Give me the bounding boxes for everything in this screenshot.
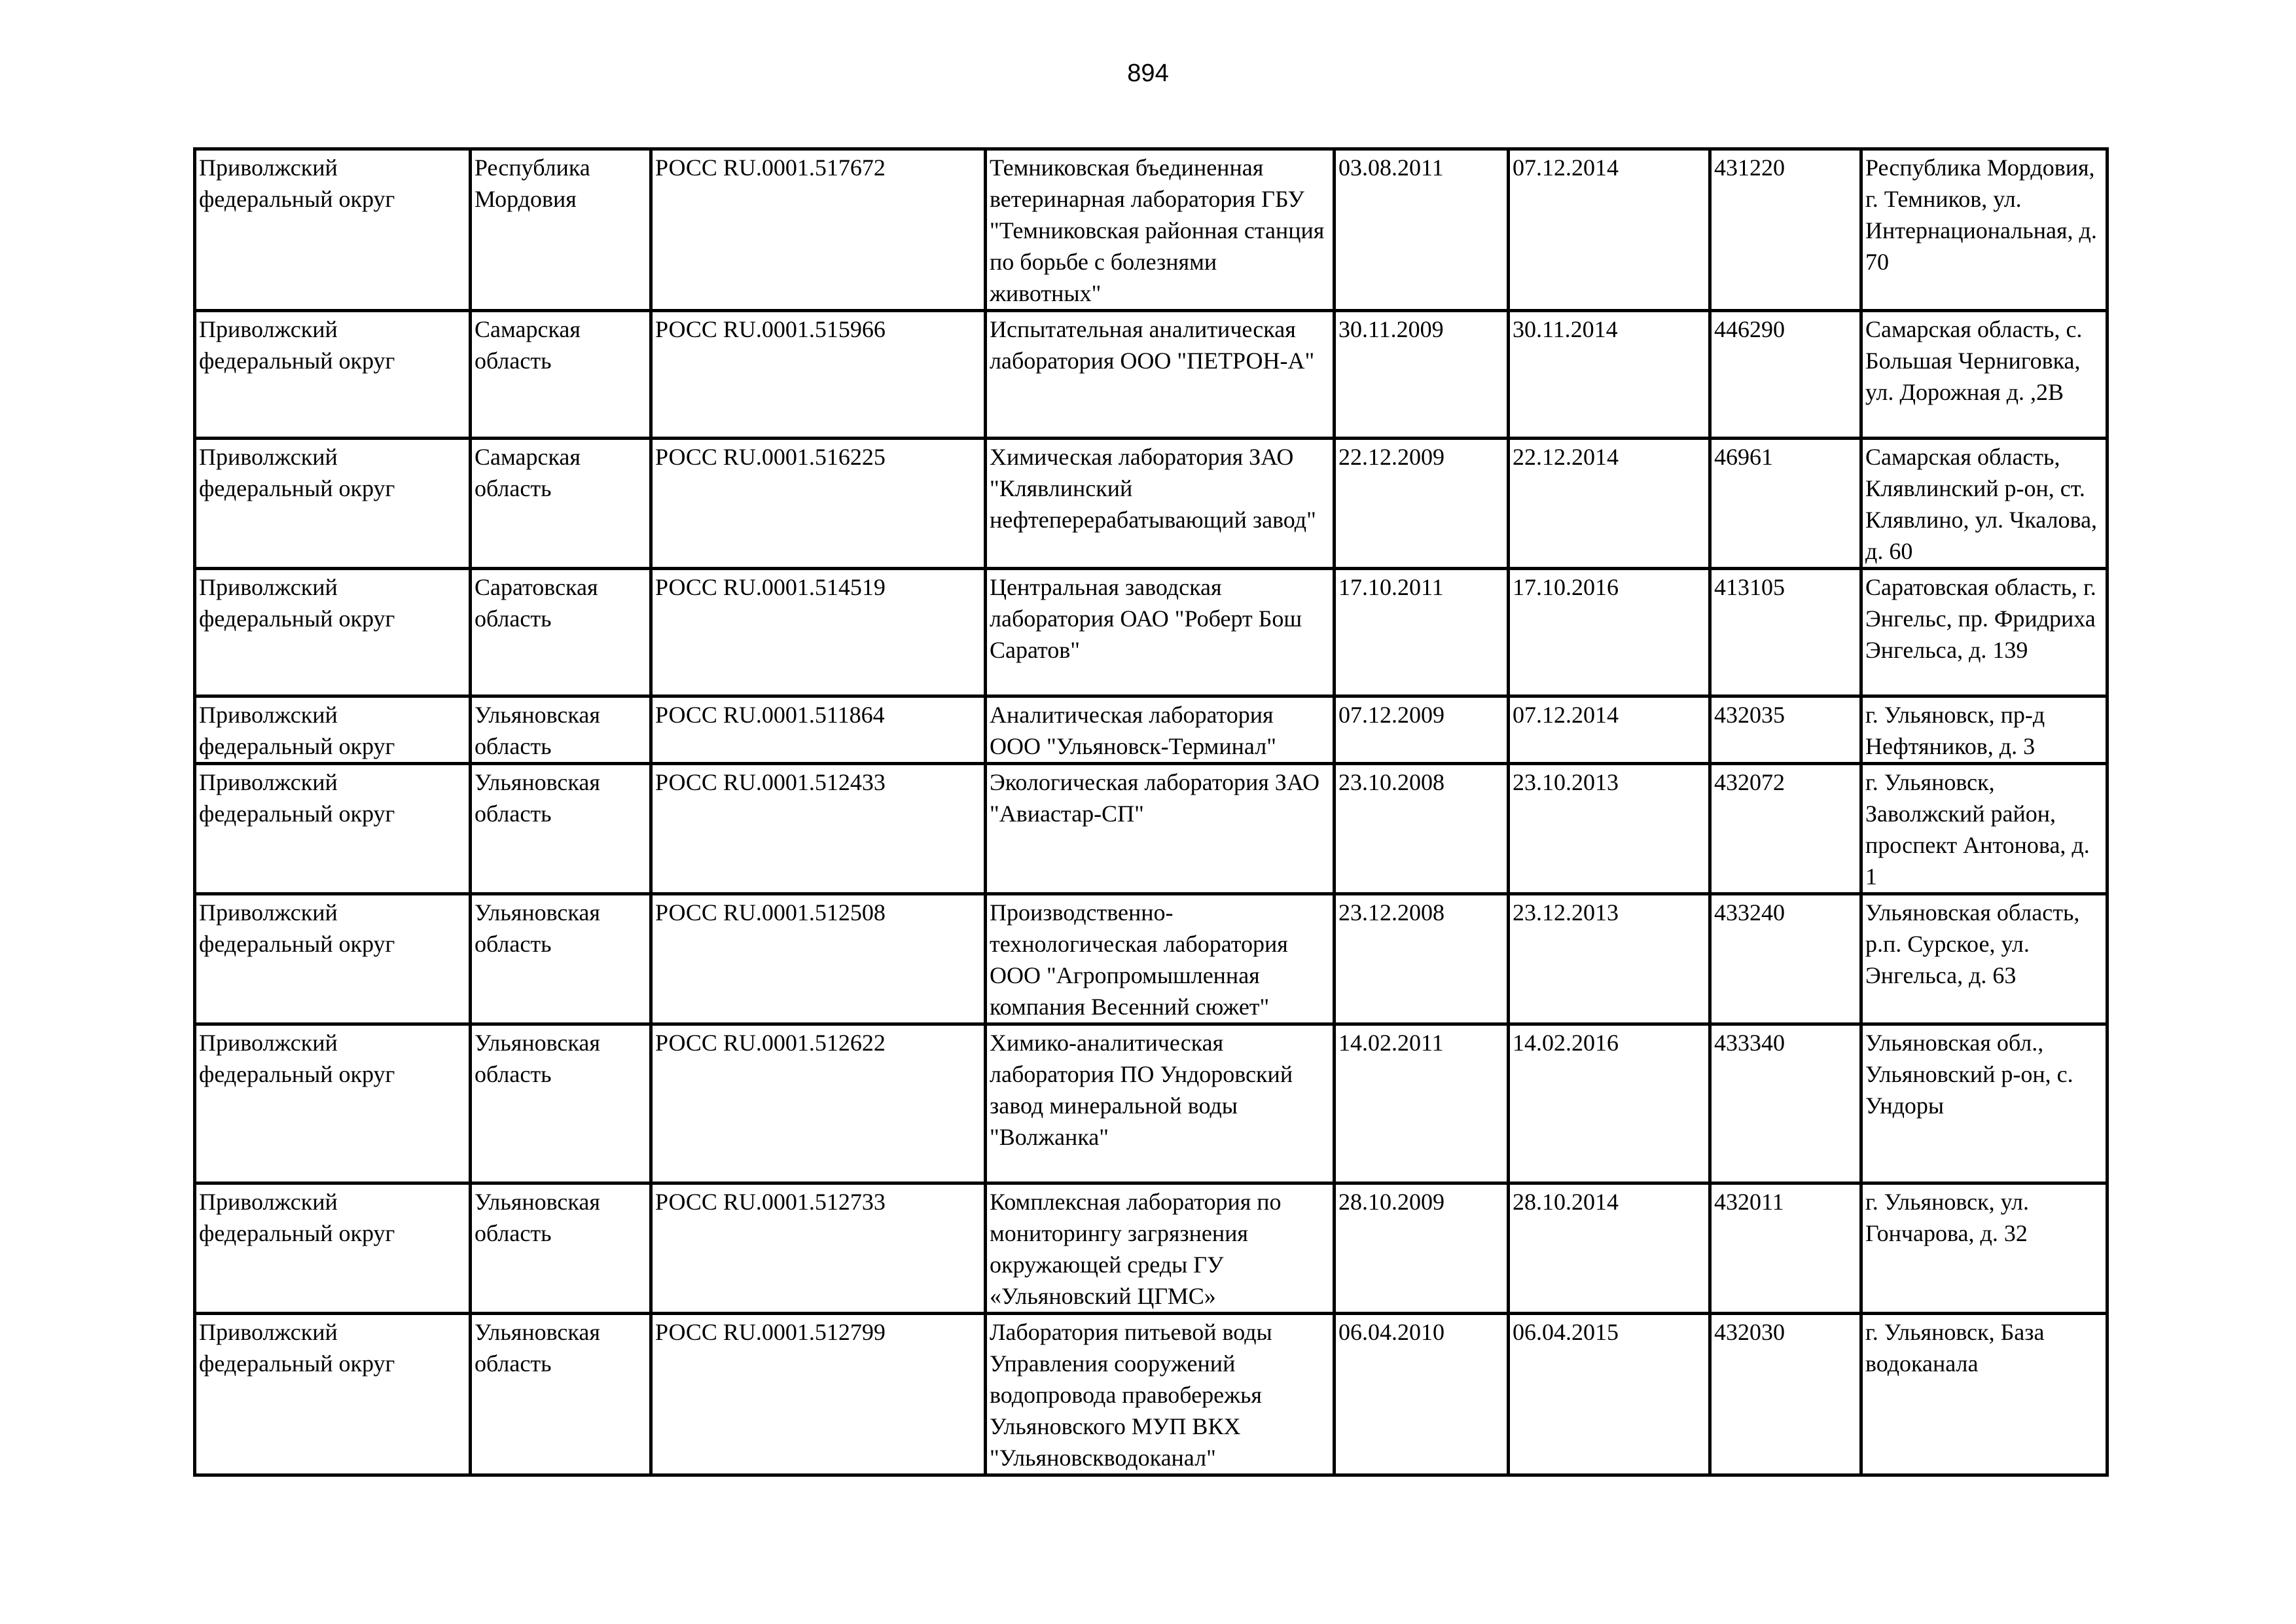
- date-to-cell: 07.12.2014: [1509, 149, 1710, 311]
- district-cell: Приволжский федеральный округ: [195, 696, 471, 764]
- date-from-cell: 22.12.2009: [1335, 439, 1509, 569]
- laboratory-name-cell: Экологическая лаборатория ЗАО "Авиастар-СП": [986, 764, 1335, 894]
- district-cell: Приволжский федеральный округ: [195, 149, 471, 311]
- address-cell: Саратовская область, г. Энгельс, пр. Фридриха Энгельса, д. 139: [1861, 569, 2108, 696]
- laboratory-name-cell: Комплексная лаборатория по мониторингу загрязнения окружающей среды ГУ «Ульяновский ЦГМС»: [986, 1183, 1335, 1314]
- address-cell: Республика Мордовия, г. Темников, ул. Интернациональная, д. 70: [1861, 149, 2108, 311]
- address-cell: Ульяновская обл., Ульяновский р-он, с. Ундоры: [1861, 1024, 2108, 1183]
- region-cell: Ульяновская область: [471, 1183, 651, 1314]
- address-cell: г. Ульяновск, ул. Гончарова, д. 32: [1861, 1183, 2108, 1314]
- page-number: 894: [1127, 60, 1169, 87]
- address-cell: г. Ульяновск, База водоканала: [1861, 1314, 2108, 1475]
- postal-code-cell: 413105: [1710, 569, 1861, 696]
- region-cell: Самарская область: [471, 439, 651, 569]
- region-cell: Самарская область: [471, 311, 651, 439]
- postal-code-cell: 432035: [1710, 696, 1861, 764]
- registration-number-cell: РОСС RU.0001.516225: [651, 439, 986, 569]
- postal-code-cell: 431220: [1710, 149, 1861, 311]
- laboratory-registry-table: [193, 147, 2109, 1477]
- table-row: [195, 696, 2108, 764]
- address-cell: Самарская область, Клявлинский р-он, ст. Клявлино, ул. Чкалова, д. 60: [1861, 439, 2108, 569]
- date-to-cell: 28.10.2014: [1509, 1183, 1710, 1314]
- registration-number-cell: РОСС RU.0001.511864: [651, 696, 986, 764]
- postal-code-cell: 446290: [1710, 311, 1861, 439]
- postal-code-cell: 432030: [1710, 1314, 1861, 1475]
- laboratory-name-cell: Аналитическая лаборатория ООО "Ульяновск-Терминал": [986, 696, 1335, 764]
- laboratory-name-cell: Лаборатория питьевой воды Управления сооружений водопровода правобережья Ульяновского МУП ВКХ "Ульяновскводоканал": [986, 1314, 1335, 1475]
- address-cell: Самарская область, с. Большая Черниговка, ул. Дорожная д. ,2В: [1861, 311, 2108, 439]
- postal-code-cell: 432072: [1710, 764, 1861, 894]
- address-cell: Ульяновская область, р.п. Сурское, ул. Энгельса, д. 63: [1861, 894, 2108, 1024]
- date-from-cell: 23.10.2008: [1335, 764, 1509, 894]
- district-cell: Приволжский федеральный округ: [195, 764, 471, 894]
- registration-number-cell: РОСС RU.0001.512508: [651, 894, 986, 1024]
- laboratory-name-cell: Центральная заводская лаборатория ОАО "Роберт Бош Саратов": [986, 569, 1335, 696]
- table-row: [195, 1024, 2108, 1183]
- region-cell: Саратовская область: [471, 569, 651, 696]
- district-cell: Приволжский федеральный округ: [195, 1183, 471, 1314]
- date-from-cell: 07.12.2009: [1335, 696, 1509, 764]
- date-to-cell: 17.10.2016: [1509, 569, 1710, 696]
- date-from-cell: 17.10.2011: [1335, 569, 1509, 696]
- region-cell: Ульяновская область: [471, 1314, 651, 1475]
- postal-code-cell: 433240: [1710, 894, 1861, 1024]
- date-to-cell: 23.10.2013: [1509, 764, 1710, 894]
- laboratory-name-cell: Темниковская бъединенная ветеринарная лаборатория ГБУ "Темниковская районная станция по борьбе с болезнями животных": [986, 149, 1335, 311]
- registration-number-cell: РОСС RU.0001.512622: [651, 1024, 986, 1183]
- date-to-cell: 07.12.2014: [1509, 696, 1710, 764]
- address-cell: г. Ульяновск, пр-д Нефтяников, д. 3: [1861, 696, 2108, 764]
- registration-number-cell: РОСС RU.0001.517672: [651, 149, 986, 311]
- table-row: [195, 1314, 2108, 1475]
- district-cell: Приволжский федеральный округ: [195, 439, 471, 569]
- table-row: [195, 1183, 2108, 1314]
- district-cell: Приволжский федеральный округ: [195, 1024, 471, 1183]
- date-from-cell: 03.08.2011: [1335, 149, 1509, 311]
- date-to-cell: 23.12.2013: [1509, 894, 1710, 1024]
- region-cell: Ульяновская область: [471, 1024, 651, 1183]
- table-row: [195, 569, 2108, 696]
- table-row: [195, 311, 2108, 439]
- date-to-cell: 22.12.2014: [1509, 439, 1710, 569]
- table-row: [195, 894, 2108, 1024]
- laboratory-name-cell: Испытательная аналитическая лаборатория ООО "ПЕТРОН-А": [986, 311, 1335, 439]
- table-row: [195, 439, 2108, 569]
- date-from-cell: 28.10.2009: [1335, 1183, 1509, 1314]
- registration-number-cell: РОСС RU.0001.512733: [651, 1183, 986, 1314]
- laboratory-name-cell: Производственно-технологическая лаборатория ООО "Агропромышленная компания Весенний сюжет": [986, 894, 1335, 1024]
- laboratory-name-cell: Химическая лаборатория ЗАО "Клявлинский нефтеперерабатывающий завод": [986, 439, 1335, 569]
- date-from-cell: 14.02.2011: [1335, 1024, 1509, 1183]
- registration-number-cell: РОСС RU.0001.512799: [651, 1314, 986, 1475]
- region-cell: Ульяновская область: [471, 894, 651, 1024]
- postal-code-cell: 432011: [1710, 1183, 1861, 1314]
- postal-code-cell: 46961: [1710, 439, 1861, 569]
- region-cell: Республика Мордовия: [471, 149, 651, 311]
- postal-code-cell: 433340: [1710, 1024, 1861, 1183]
- date-to-cell: 30.11.2014: [1509, 311, 1710, 439]
- date-from-cell: 30.11.2009: [1335, 311, 1509, 439]
- table-row: [195, 149, 2108, 311]
- date-to-cell: 06.04.2015: [1509, 1314, 1710, 1475]
- laboratory-name-cell: Химико-аналитическая лаборатория ПО Ундоровский завод минеральной воды "Волжанка": [986, 1024, 1335, 1183]
- district-cell: Приволжский федеральный округ: [195, 1314, 471, 1475]
- registration-number-cell: РОСС RU.0001.512433: [651, 764, 986, 894]
- region-cell: Ульяновская область: [471, 764, 651, 894]
- district-cell: Приволжский федеральный округ: [195, 569, 471, 696]
- region-cell: Ульяновская область: [471, 696, 651, 764]
- table-row: [195, 764, 2108, 894]
- registration-number-cell: РОСС RU.0001.515966: [651, 311, 986, 439]
- date-from-cell: 06.04.2010: [1335, 1314, 1509, 1475]
- registration-number-cell: РОСС RU.0001.514519: [651, 569, 986, 696]
- address-cell: г. Ульяновск, Заволжский район, проспект Антонова, д. 1: [1861, 764, 2108, 894]
- date-from-cell: 23.12.2008: [1335, 894, 1509, 1024]
- district-cell: Приволжский федеральный округ: [195, 311, 471, 439]
- date-to-cell: 14.02.2016: [1509, 1024, 1710, 1183]
- district-cell: Приволжский федеральный округ: [195, 894, 471, 1024]
